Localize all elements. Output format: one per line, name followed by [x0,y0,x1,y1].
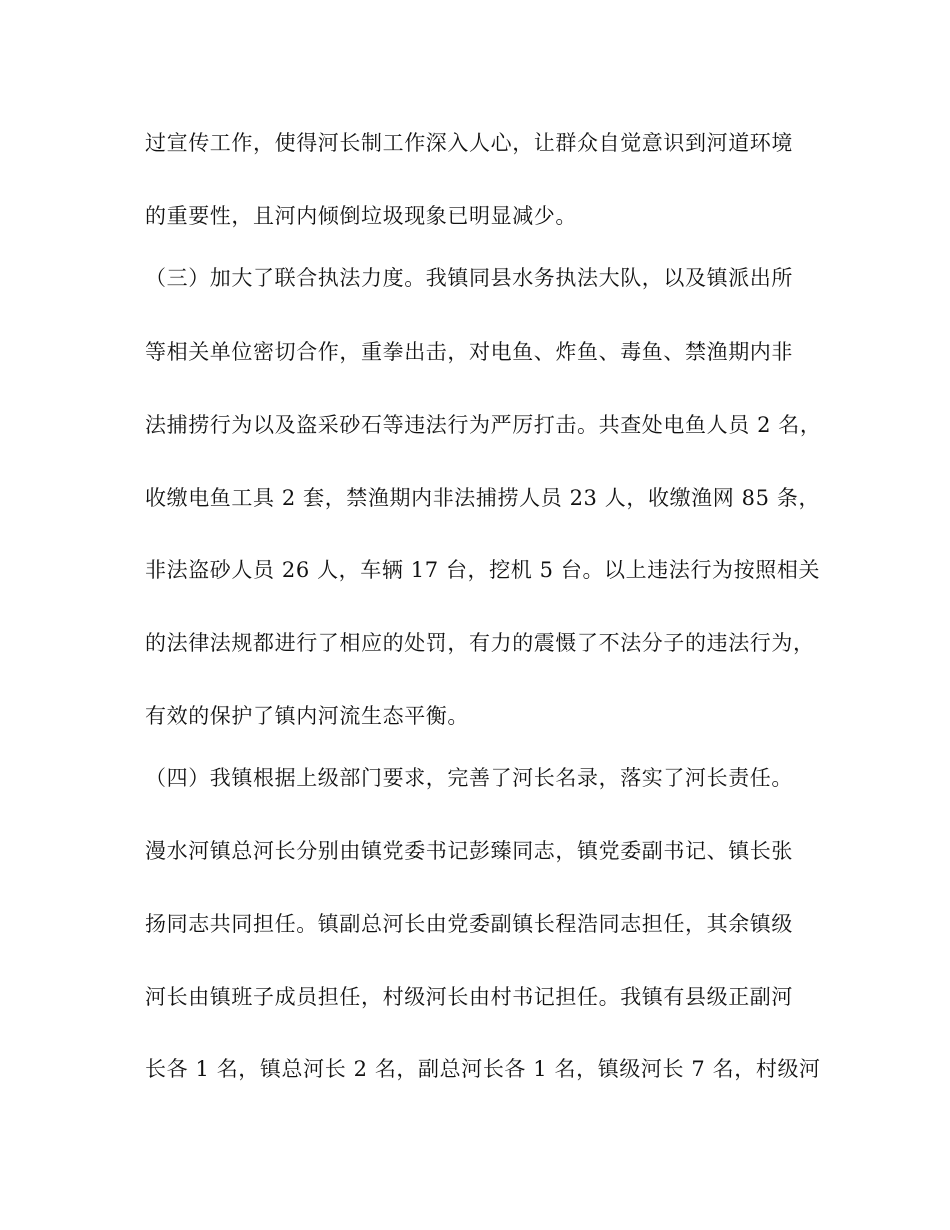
paragraph-3-start: （三）加大了联合执法力度。我镇同县水务执法大队，以及镇派出所 [145,266,793,290]
text-line: 等相关单位密切合作，重拳出击，对电鱼、炸鱼、毒鱼、禁渔期内非 [145,340,793,364]
text-line: 收缴电鱼工具 2 套，禁渔期内非法捕捞人员 23 人，收缴渔网 85 条， [145,486,821,510]
text-line: 有效的保护了镇内河流生态平衡。 [145,704,469,728]
text-line: 非法盗砂人员 26 人，车辆 17 台，挖机 5 台。以上违法行为按照相关 [145,558,821,582]
text-line: 过宣传工作，使得河长制工作深入人心，让群众自觉意识到河道环境 [145,131,793,155]
text-line: 扬同志共同担任。镇副总河长由党委副镇长程浩同志担任，其余镇级 [145,912,793,936]
text-line: 法捕捞行为以及盗采砂石等违法行为严厉打击。共查处电鱼人员 2 名， [145,413,822,437]
text-line: 河长由镇班子成员担任，村级河长由村书记担任。我镇有县级正副河 [145,985,793,1009]
paragraph-4-start: （四）我镇根据上级部门要求，完善了河长名录，落实了河长责任。 [145,766,793,790]
text-line: 长各 1 名，镇总河长 2 名，副总河长各 1 名，镇级河长 7 名，村级河 [145,1057,821,1081]
text-line: 的法律法规都进行了相应的处罚，有力的震慑了不法分子的违法行为， [145,631,815,655]
text-line: 漫水河镇总河长分别由镇党委书记彭臻同志，镇党委副书记、镇长张 [145,839,793,863]
text-line: 的重要性，且河内倾倒垃圾现象已明显减少。 [145,204,577,228]
